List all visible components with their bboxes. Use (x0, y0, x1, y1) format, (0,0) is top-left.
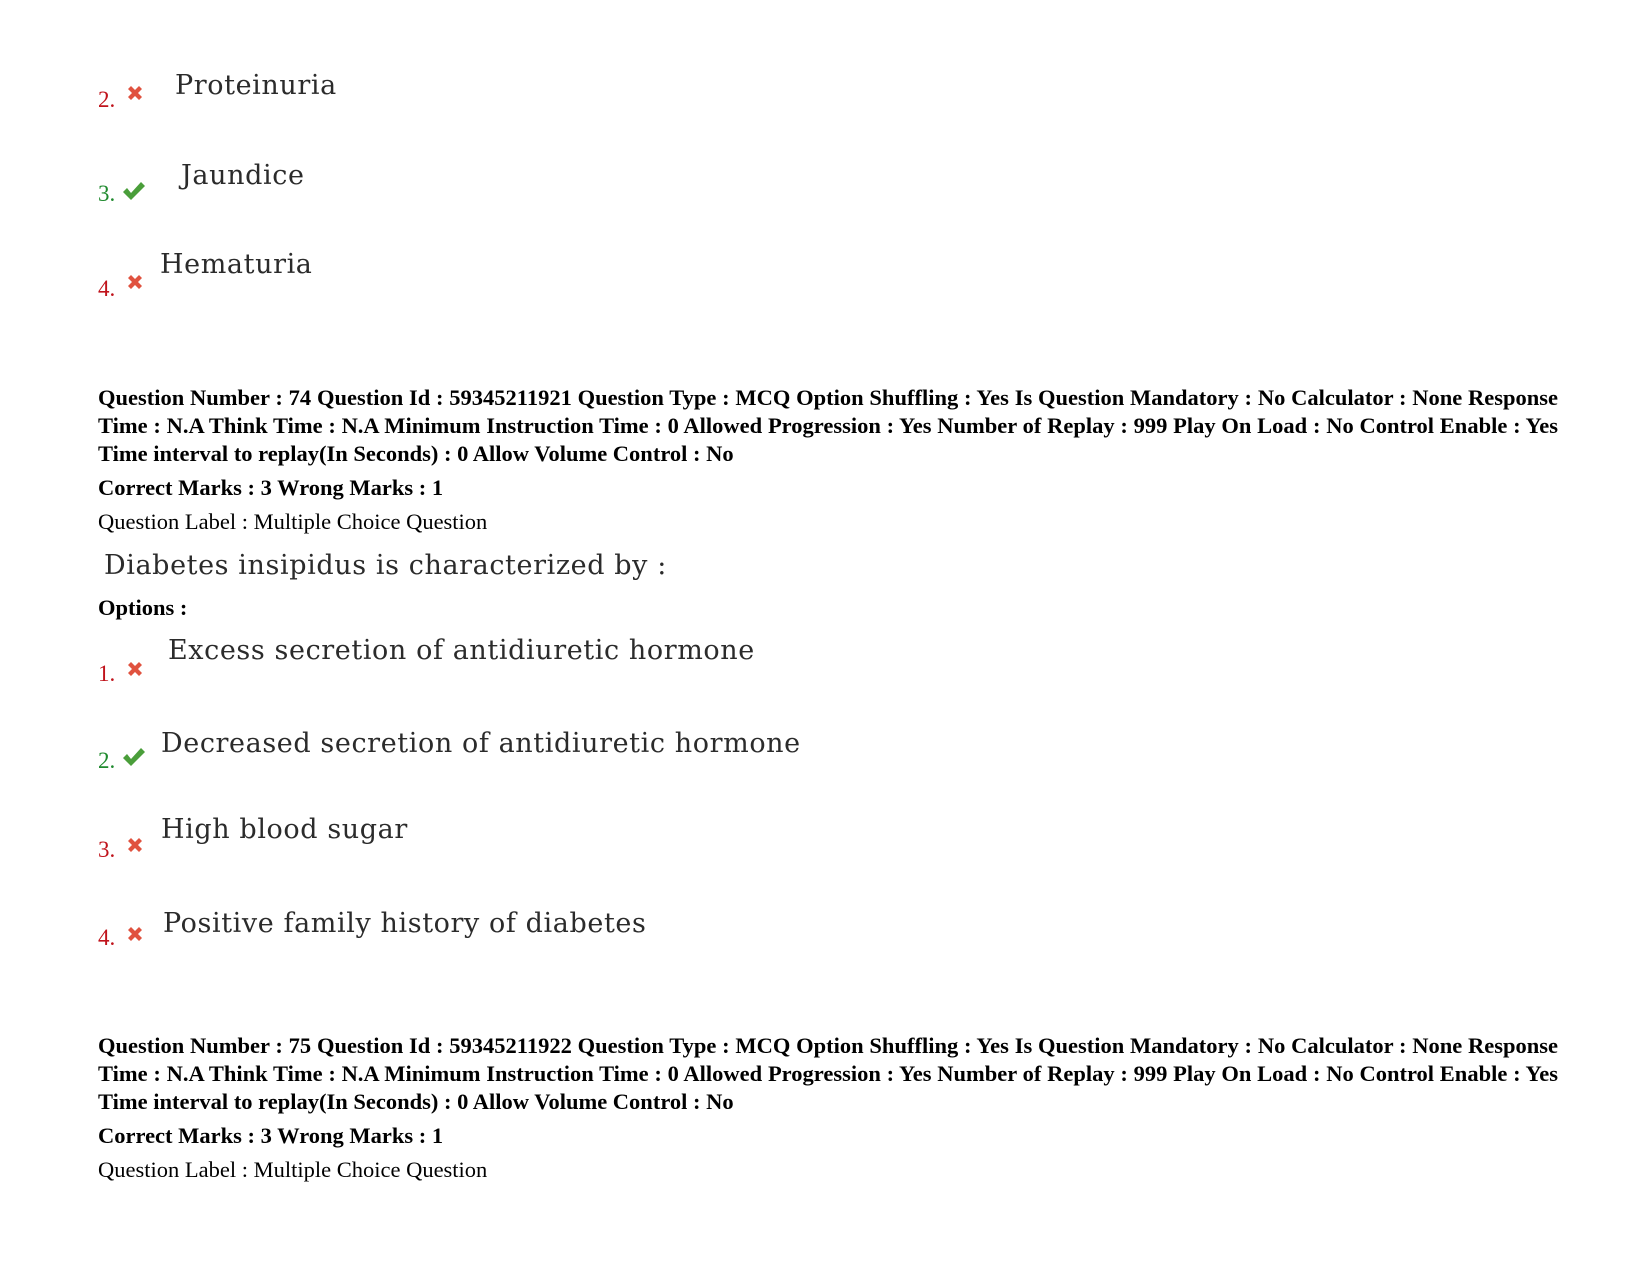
cross-icon (124, 658, 146, 685)
option-text: Excess secretion of antidiuretic hormone (168, 635, 755, 666)
question-label: Question Label : Multiple Choice Question (98, 509, 488, 534)
check-icon (121, 180, 147, 207)
option-text: Positive family history of diabetes (163, 908, 647, 939)
option-text: Decreased secretion of antidiuretic hormone (161, 728, 801, 759)
option-text: Hematuria (160, 249, 313, 280)
question-meta: Question Number : 75 Question Id : 59345211922 Question Type : MCQ Option Shuffling : Yes Is Question Mandatory : No Calculator : None Response Time : N.A Think Time : N.A Minimum Instruction Time : 0 Allowed Progression : Yes Number of Replay : 999 Play On Load : No Control Enable : Yes Time interval to replay(In Seconds) : 0 Allow Volume Control : No (98, 1033, 1558, 1114)
option-number: 3. (98, 181, 116, 206)
option-text: Jaundice (181, 160, 305, 191)
question-label: Question Label : Multiple Choice Question (98, 1157, 488, 1182)
question-meta: Question Number : 74 Question Id : 59345211921 Question Type : MCQ Option Shuffling : Yes Is Question Mandatory : No Calculator : None Response Time : N.A Think Time : N.A Minimum Instruction Time : 0 Allowed Progression : Yes Number of Replay : 999 Play On Load : No Control Enable : Yes Time interval to replay(In Seconds) : 0 Allow Volume Control : No (98, 385, 1558, 466)
cross-icon (124, 834, 146, 861)
option-number: 3. (98, 837, 116, 862)
option-text: High blood sugar (161, 814, 408, 845)
option-number: 4. (98, 925, 116, 950)
question-marks: Correct Marks : 3 Wrong Marks : 1 (98, 1123, 444, 1148)
question-text: Diabetes insipidus is characterized by : (104, 550, 667, 581)
option-number: 4. (98, 276, 116, 301)
option-number: 2. (98, 87, 116, 112)
check-icon (121, 746, 147, 773)
option-number: 1. (98, 661, 116, 686)
question-marks: Correct Marks : 3 Wrong Marks : 1 (98, 475, 444, 500)
cross-icon (124, 923, 146, 950)
option-number: 2. (98, 748, 116, 773)
cross-icon (124, 271, 146, 298)
option-text: Proteinuria (175, 70, 337, 101)
options-heading: Options : (98, 595, 188, 620)
cross-icon (124, 82, 146, 109)
